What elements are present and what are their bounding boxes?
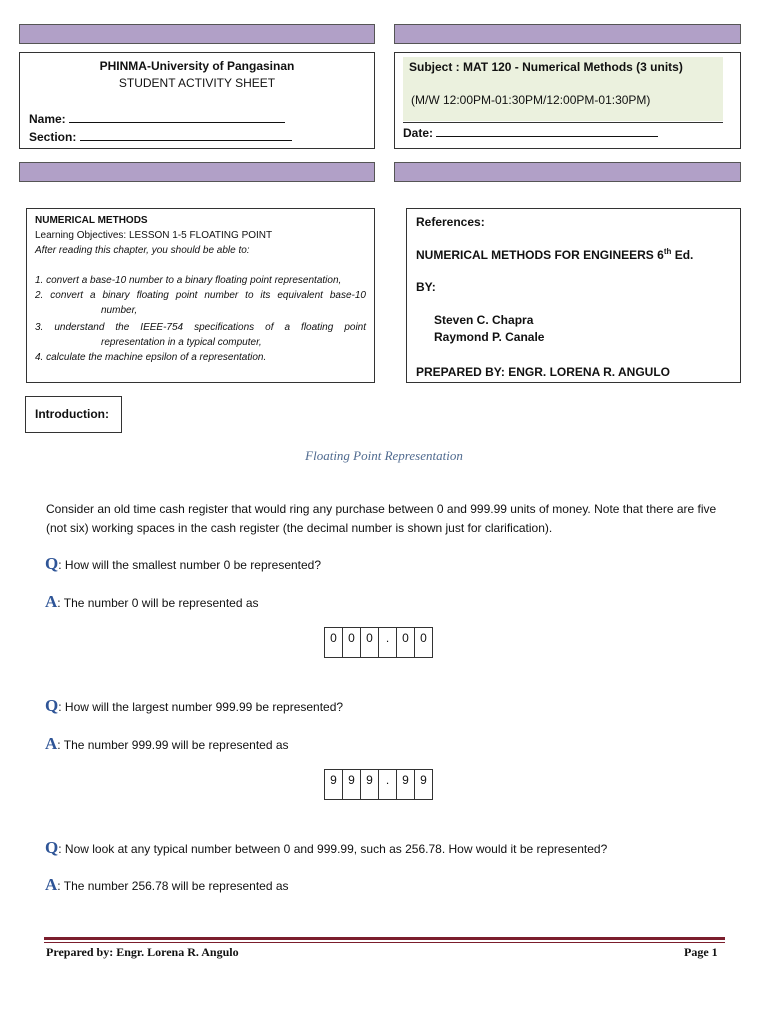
footer-prepared: Prepared by: Engr. Lorena R. Angulo bbox=[46, 945, 239, 959]
question-2 bbox=[45, 696, 343, 716]
question-text: : Now look at any typical number between 0 and 999.99, such as 256.78. How would it be represented? bbox=[58, 842, 608, 856]
learning-objectives-box bbox=[26, 208, 375, 383]
header-band-right bbox=[394, 24, 741, 44]
reference-by: BY: bbox=[416, 280, 436, 294]
digit-cell: 9 bbox=[343, 770, 361, 800]
digit-cell: 9 bbox=[325, 770, 343, 800]
digit-cell: 0 bbox=[397, 628, 415, 658]
schedule: (M/W 12:00PM-01:30PM/12:00PM-01:30PM) bbox=[411, 93, 651, 107]
reference-author: Steven C. Chapra bbox=[434, 313, 534, 327]
section-title: Floating Point Representation bbox=[305, 448, 463, 463]
objective-item-cont: number, bbox=[101, 305, 138, 316]
answer-text: : The number 999.99 will be represented as bbox=[57, 738, 289, 752]
question-marker: Q bbox=[45, 838, 59, 857]
name-label: Name: bbox=[29, 112, 66, 126]
prepared-by: PREPARED BY: ENGR. LORENA R. ANGULO bbox=[416, 365, 671, 379]
objectives-title: NUMERICAL METHODS bbox=[35, 215, 148, 226]
digit-cell: 0 bbox=[343, 628, 361, 658]
answer-2 bbox=[45, 734, 289, 754]
decimal-cell: . bbox=[379, 770, 397, 800]
subject-title: Subject : MAT 120 - Numerical Methods (3 units) bbox=[409, 60, 683, 74]
digit-cell: 9 bbox=[415, 770, 433, 800]
digit-cell: 9 bbox=[397, 770, 415, 800]
answer-marker: A bbox=[45, 875, 58, 894]
reference-author: Raymond P. Canale bbox=[434, 330, 545, 344]
objective-item: 3. understand the IEEE-754 specifications of a floating point bbox=[35, 322, 366, 333]
answer-1 bbox=[45, 592, 259, 612]
answer-3 bbox=[45, 875, 289, 895]
date-label: Date: bbox=[403, 126, 434, 140]
section-band-right bbox=[394, 162, 741, 182]
name-blank[interactable] bbox=[69, 111, 285, 123]
reference-book: NUMERICAL METHODS FOR ENGINEERS 6th Ed. bbox=[416, 247, 694, 262]
objective-item: 1. convert a base-10 number to a binary floating point representation, bbox=[35, 275, 342, 286]
name-row bbox=[29, 111, 285, 126]
objective-item-cont: representation in a typical computer, bbox=[101, 337, 262, 348]
intro-paragraph: Consider an old time cash register that would ring any purchase between 0 and 999.99 units of money. Note that there are five (not six) working spaces in the cash register (the decimal number is shown just for clarification). bbox=[46, 502, 717, 535]
subject-info-box bbox=[394, 52, 741, 149]
footer-page-number: Page 1 bbox=[684, 945, 718, 959]
introduction-label: Introduction: bbox=[25, 396, 122, 433]
question-3 bbox=[45, 838, 607, 858]
answer-text: : The number 0 will be represented as bbox=[57, 596, 259, 610]
header-band-left bbox=[19, 24, 375, 44]
objectives-lesson: Learning Objectives: LESSON 1-5 FLOATING POINT bbox=[35, 230, 273, 241]
question-text: : How will the largest number 999.99 be represented? bbox=[58, 700, 344, 714]
answer-text: : The number 256.78 will be represented as bbox=[57, 879, 289, 893]
references-box bbox=[406, 208, 741, 383]
digit-cell: 9 bbox=[361, 770, 379, 800]
objective-item: 2. convert a binary floating point number to its equivalent base-10 bbox=[35, 290, 366, 301]
student-info-box bbox=[19, 52, 375, 149]
footer-rule-thin bbox=[44, 942, 725, 943]
date-blank[interactable] bbox=[436, 125, 658, 137]
question-text: : How will the smallest number 0 be represented? bbox=[58, 558, 322, 572]
answer-marker: A bbox=[45, 592, 58, 611]
objectives-intro: After reading this chapter, you should be able to: bbox=[35, 245, 250, 256]
sheet-title: STUDENT ACTIVITY SHEET bbox=[118, 76, 276, 90]
decimal-cell: . bbox=[379, 628, 397, 658]
subject-divider bbox=[403, 122, 723, 123]
question-1 bbox=[45, 554, 321, 574]
register-display bbox=[324, 627, 433, 658]
answer-marker: A bbox=[45, 734, 58, 753]
objective-item: 4. calculate the machine epsilon of a representation. bbox=[35, 352, 267, 363]
section-label: Section: bbox=[29, 130, 77, 144]
question-marker: Q bbox=[45, 696, 59, 715]
register-display bbox=[324, 769, 433, 800]
section-row bbox=[29, 129, 292, 144]
question-marker: Q bbox=[45, 554, 59, 573]
digit-cell: 0 bbox=[361, 628, 379, 658]
references-title: References: bbox=[416, 215, 485, 229]
institution-name: PHINMA-University of Pangasinan bbox=[99, 59, 295, 73]
digit-cell: 0 bbox=[415, 628, 433, 658]
section-band-left bbox=[19, 162, 375, 182]
section-blank[interactable] bbox=[80, 129, 292, 141]
digit-cell: 0 bbox=[325, 628, 343, 658]
date-row bbox=[403, 125, 658, 140]
footer-rule-thick bbox=[44, 937, 725, 940]
